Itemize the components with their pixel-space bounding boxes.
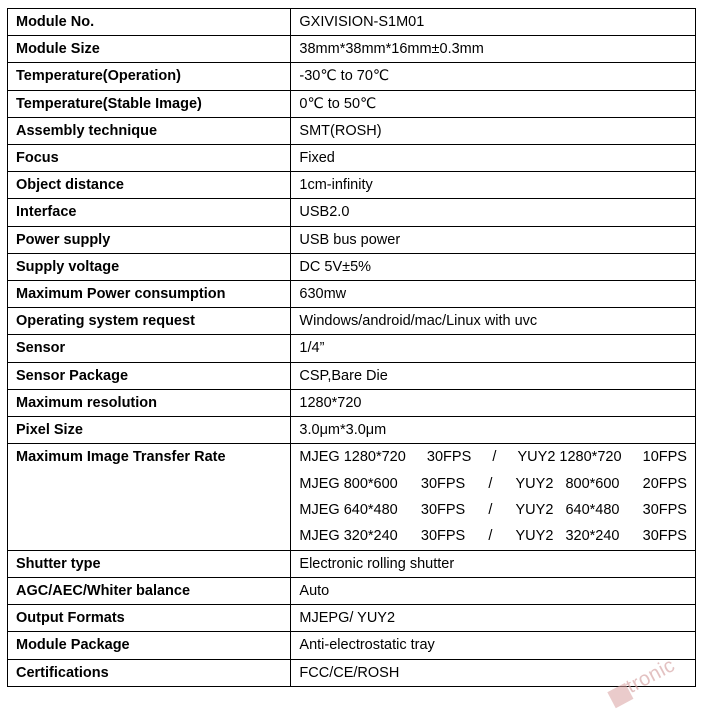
table-row bbox=[8, 335, 696, 362]
format-separator: / bbox=[488, 475, 493, 492]
row-label: Supply voltage bbox=[8, 253, 291, 280]
table-row bbox=[8, 308, 696, 335]
row-value: 0℃ to 50℃ bbox=[291, 90, 696, 117]
rate-line bbox=[299, 444, 687, 470]
row-value: 3.0μm*3.0μm bbox=[291, 417, 696, 444]
row-value: 1280*720 bbox=[291, 389, 696, 416]
row-label: Operating system request bbox=[8, 308, 291, 335]
row-label: Module No. bbox=[8, 9, 291, 36]
row-value: 38mm*38mm*16mm±0.3mm bbox=[291, 36, 696, 63]
yuy2-format: YUY2 800*600 bbox=[515, 475, 620, 492]
row-value: Fixed bbox=[291, 145, 696, 172]
table-row bbox=[8, 226, 696, 253]
table-row bbox=[8, 90, 696, 117]
yuy2-fps: 30FPS bbox=[642, 528, 687, 545]
table-row bbox=[8, 36, 696, 63]
table-row bbox=[8, 253, 696, 280]
row-value: USB2.0 bbox=[291, 199, 696, 226]
mjeg-format: MJEG 800*600 bbox=[299, 475, 398, 492]
watermark-text: tronic bbox=[622, 654, 679, 698]
row-label: Assembly technique bbox=[8, 117, 291, 144]
row-value: -30℃ to 70℃ bbox=[291, 63, 696, 90]
yuy2-format: YUY2 1280*720 bbox=[517, 449, 622, 466]
transfer-rate-row bbox=[8, 444, 696, 551]
yuy2-format: YUY2 640*480 bbox=[515, 502, 620, 519]
mjeg-format: MJEG 640*480 bbox=[299, 502, 398, 519]
rate-line bbox=[299, 497, 687, 523]
row-value: USB bus power bbox=[291, 226, 696, 253]
row-label: Power supply bbox=[8, 226, 291, 253]
spec-table bbox=[7, 8, 696, 687]
table-row bbox=[8, 578, 696, 605]
row-label: Focus bbox=[8, 145, 291, 172]
yuy2-fps: 10FPS bbox=[642, 449, 687, 466]
rate-line bbox=[299, 523, 687, 549]
row-value: Electronic rolling shutter bbox=[291, 550, 696, 577]
table-row bbox=[8, 199, 696, 226]
row-label: Certifications bbox=[8, 659, 291, 686]
mjeg-fps: 30FPS bbox=[420, 528, 466, 545]
yuy2-fps: 30FPS bbox=[642, 502, 687, 519]
table-row bbox=[8, 417, 696, 444]
row-value: Anti-electrostatic tray bbox=[291, 632, 696, 659]
yuy2-fps: 20FPS bbox=[642, 475, 687, 492]
table-row bbox=[8, 172, 696, 199]
table-row bbox=[8, 63, 696, 90]
table-row bbox=[8, 389, 696, 416]
row-label: Module Package bbox=[8, 632, 291, 659]
table-row bbox=[8, 281, 696, 308]
row-label: Shutter type bbox=[8, 550, 291, 577]
format-separator: / bbox=[488, 502, 493, 519]
rate-line bbox=[299, 471, 687, 497]
row-value: MJEPG/ YUY2 bbox=[291, 605, 696, 632]
table-row bbox=[8, 9, 696, 36]
mjeg-fps: 30FPS bbox=[426, 449, 472, 466]
row-label: Sensor bbox=[8, 335, 291, 362]
row-value: 1cm-infinity bbox=[291, 172, 696, 199]
row-value: Windows/android/mac/Linux with uvc bbox=[291, 308, 696, 335]
mjeg-fps: 30FPS bbox=[420, 502, 466, 519]
mjeg-fps: 30FPS bbox=[420, 475, 466, 492]
format-separator: / bbox=[488, 528, 493, 545]
table-row bbox=[8, 362, 696, 389]
row-value: GXIVISION-S1M01 bbox=[291, 9, 696, 36]
row-label: Module Size bbox=[8, 36, 291, 63]
row-value: CSP,Bare Die bbox=[291, 362, 696, 389]
row-value: 1/4” bbox=[291, 335, 696, 362]
row-value: Auto bbox=[291, 578, 696, 605]
row-label: Maximum Image Transfer Rate bbox=[8, 444, 291, 551]
row-label: Temperature(Stable Image) bbox=[8, 90, 291, 117]
format-separator: / bbox=[492, 449, 497, 466]
table-row bbox=[8, 550, 696, 577]
row-label: Sensor Package bbox=[8, 362, 291, 389]
mjeg-format: MJEG 1280*720 bbox=[299, 449, 406, 466]
row-label: Pixel Size bbox=[8, 417, 291, 444]
row-label: Object distance bbox=[8, 172, 291, 199]
row-label: AGC/AEC/Whiter balance bbox=[8, 578, 291, 605]
table-row bbox=[8, 605, 696, 632]
transfer-rate-values bbox=[291, 444, 696, 551]
row-label: Interface bbox=[8, 199, 291, 226]
row-label: Maximum Power consumption bbox=[8, 281, 291, 308]
table-row bbox=[8, 117, 696, 144]
row-value: DC 5V±5% bbox=[291, 253, 696, 280]
row-label: Maximum resolution bbox=[8, 389, 291, 416]
table-row bbox=[8, 659, 696, 686]
table-row bbox=[8, 145, 696, 172]
row-value: 630mw bbox=[291, 281, 696, 308]
yuy2-format: YUY2 320*240 bbox=[515, 528, 620, 545]
row-label: Temperature(Operation) bbox=[8, 63, 291, 90]
row-label: Output Formats bbox=[8, 605, 291, 632]
mjeg-format: MJEG 320*240 bbox=[299, 528, 398, 545]
table-row bbox=[8, 632, 696, 659]
row-value: SMT(ROSH) bbox=[291, 117, 696, 144]
row-value: FCC/CE/ROSH bbox=[291, 659, 696, 686]
